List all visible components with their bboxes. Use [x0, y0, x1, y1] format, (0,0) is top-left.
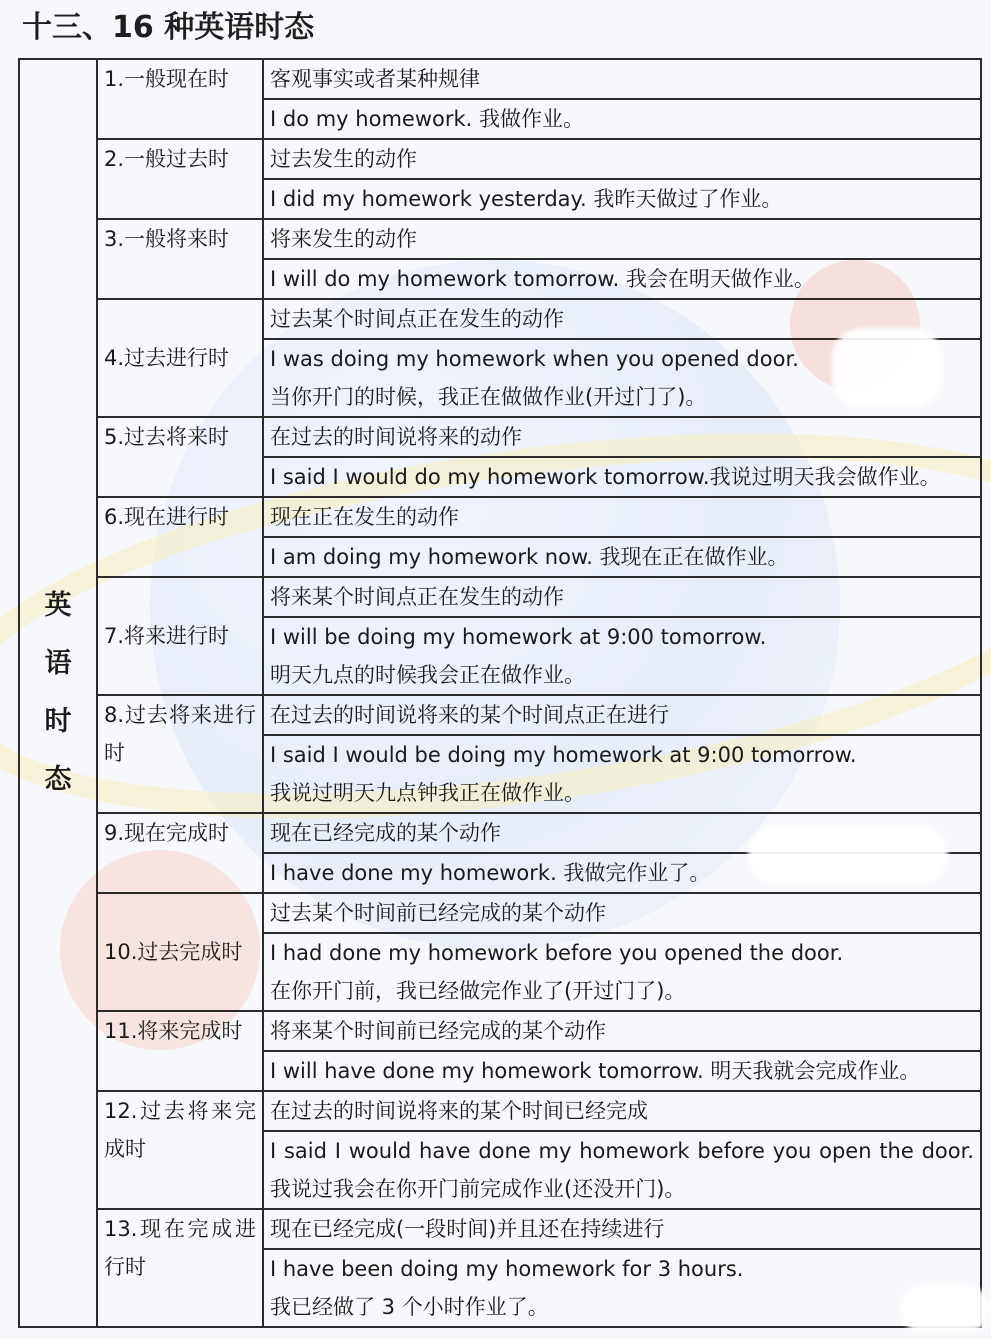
- tense-example: [263, 933, 981, 1011]
- tense-name: 1.一般现在时: [97, 59, 263, 139]
- tense-example: I said I would have done my homework before you open the door.我说过我会在你开门前完成作业(还没开门)。: [263, 1131, 981, 1209]
- tense-example: I will do my homework tomorrow. 我会在明天做作业。: [263, 259, 981, 299]
- tense-example: I did my homework yesterday. 我昨天做过了作业。: [263, 179, 981, 219]
- example-cn: 当你开门的时候，我正在做做作业(开过门了)。: [270, 385, 707, 409]
- table-row: [19, 417, 981, 457]
- tense-table-container: [18, 58, 982, 1328]
- table-row: [19, 139, 981, 179]
- tense-definition: 将来发生的动作: [263, 219, 981, 259]
- tense-definition: 现在已经完成的某个动作: [263, 813, 981, 853]
- table-row: [19, 695, 981, 735]
- example-cn: 我说过明天九点钟我正在做作业。: [270, 781, 585, 805]
- tense-name: 9.现在完成时: [97, 813, 263, 893]
- table-row: [19, 299, 981, 339]
- example-cn: 我已经做了 3 个小时作业了。: [270, 1295, 549, 1319]
- tense-example: I said I would do my homework tomorrow.我说过明天我会做作业。: [263, 457, 981, 497]
- tense-definition: 将来某个时间前已经完成的某个动作: [263, 1011, 981, 1051]
- tense-definition: 过去发生的动作: [263, 139, 981, 179]
- tense-example: I have done my homework. 我做完作业了。: [263, 853, 981, 893]
- table-row: [19, 219, 981, 259]
- tense-name: 7.将来进行时: [97, 577, 263, 695]
- tense-definition: 客观事实或者某种规律: [263, 59, 981, 99]
- tense-name: 8.过去将来进行时: [97, 695, 263, 813]
- example-en: I was doing my homework when you opened door.: [270, 347, 799, 371]
- side-label: 英 语 时 态: [19, 59, 97, 1327]
- table-row: [19, 59, 981, 99]
- tense-name: 3.一般将来时: [97, 219, 263, 299]
- redaction-blur: [900, 1285, 990, 1333]
- table-row: [19, 1011, 981, 1051]
- tense-definition: 将来某个时间点正在发生的动作: [263, 577, 981, 617]
- table-row: [19, 1091, 981, 1131]
- tense-definition: 过去某个时间点正在发生的动作: [263, 299, 981, 339]
- redaction-blur: [832, 328, 942, 408]
- tense-name: 2.一般过去时: [97, 139, 263, 219]
- tense-name: 11.将来完成时: [97, 1011, 263, 1091]
- example-en: I will be doing my homework at 9:00 tomorrow.: [270, 625, 767, 649]
- redaction-blur: [748, 825, 948, 885]
- tense-definition: 现在已经完成(一段时间)并且还在持续进行: [263, 1209, 981, 1249]
- tense-definition: 现在正在发生的动作: [263, 497, 981, 537]
- tense-name: 10.过去完成时: [97, 893, 263, 1011]
- table-row: [19, 497, 981, 537]
- example-cn: 在你开门前，我已经做完作业了(开过门了)。: [270, 979, 686, 1003]
- tense-example: I do my homework. 我做作业。: [263, 99, 981, 139]
- tense-definition: 过去某个时间前已经完成的某个动作: [263, 893, 981, 933]
- example-cn: 明天九点的时候我会正在做作业。: [270, 663, 585, 687]
- tense-example: I will have done my homework tomorrow. 明天我就会完成作业。: [263, 1051, 981, 1091]
- tense-table: [18, 58, 982, 1328]
- example-en: I have been doing my homework for 3 hours.: [270, 1257, 744, 1281]
- table-row: [19, 893, 981, 933]
- table-row: [19, 1209, 981, 1249]
- table-row: [19, 577, 981, 617]
- tense-name: 4.过去进行时: [97, 299, 263, 417]
- example-en: I said I would be doing my homework at 9:00 tomorrow.: [270, 743, 857, 767]
- tense-name: 5.过去将来时: [97, 417, 263, 497]
- tense-definition: 在过去的时间说将来的某个时间点正在进行: [263, 695, 981, 735]
- tense-example: [263, 1249, 981, 1327]
- page-title: 十三、16 种英语时态: [22, 10, 315, 45]
- tense-name: 13.现在完成进行时: [97, 1209, 263, 1327]
- tense-name: 6.现在进行时: [97, 497, 263, 577]
- tense-example: I am doing my homework now. 我现在正在做作业。: [263, 537, 981, 577]
- tense-example: [263, 617, 981, 695]
- example-en: I had done my homework before you opened the door.: [270, 941, 844, 965]
- tense-example: [263, 735, 981, 813]
- tense-name: 12.过去将来完成时: [97, 1091, 263, 1209]
- tense-definition: 在过去的时间说将来的某个时间已经完成: [263, 1091, 981, 1131]
- tense-definition: 在过去的时间说将来的动作: [263, 417, 981, 457]
